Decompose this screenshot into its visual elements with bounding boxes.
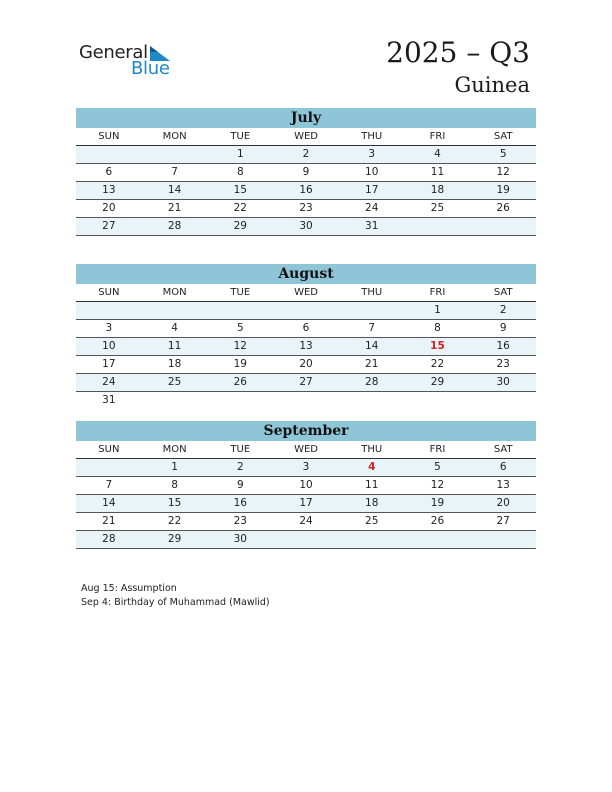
- day-cell: 12: [496, 166, 510, 178]
- week-row: [76, 146, 536, 164]
- weekday-label: SAT: [493, 444, 513, 455]
- day-cell: 2: [236, 461, 244, 473]
- month-title: August: [76, 264, 536, 284]
- week-row: [76, 182, 536, 200]
- day-cell: [339, 531, 405, 548]
- weekday-label: THU: [361, 287, 383, 298]
- day-cell: 13: [102, 184, 116, 196]
- holiday-notes: [81, 582, 270, 610]
- day-cell: 2: [499, 304, 507, 316]
- day-cell: [405, 218, 471, 235]
- holiday-note: Sep 4: Birthday of Muhammad (Mawlid): [81, 597, 270, 608]
- day-cell: 8: [434, 322, 441, 334]
- weekday-label: MON: [162, 131, 187, 142]
- week-row: [76, 338, 536, 356]
- day-cell: 10: [365, 166, 379, 178]
- day-cell: [405, 531, 471, 548]
- day-cell: 23: [233, 515, 247, 527]
- day-cell: 25: [167, 376, 182, 388]
- day-cell: [207, 302, 273, 319]
- day-cell: 8: [171, 479, 178, 491]
- weekday-header-row: [76, 128, 536, 146]
- day-cell: [142, 146, 208, 163]
- weekday-header-row: [76, 284, 536, 302]
- day-cell: [76, 146, 142, 163]
- day-cell: [76, 459, 142, 476]
- day-cell: 14: [102, 497, 116, 509]
- weekday-label: SUN: [98, 287, 120, 298]
- day-cell: 6: [302, 322, 310, 334]
- day-cell: 22: [167, 515, 182, 527]
- day-cell: [470, 392, 536, 409]
- holiday-day-cell: 15: [430, 340, 445, 352]
- weekday-label: SAT: [493, 287, 513, 298]
- day-cell: 6: [499, 461, 507, 473]
- day-cell: 28: [102, 533, 116, 545]
- day-cell: 3: [105, 322, 113, 334]
- day-cell: 5: [499, 148, 507, 160]
- day-cell: [273, 302, 339, 319]
- day-cell: 12: [430, 479, 445, 491]
- day-cell: [339, 392, 405, 409]
- day-cell: 25: [365, 515, 379, 527]
- day-cell: 29: [430, 376, 445, 388]
- week-row: [76, 200, 536, 218]
- country-name: Guinea: [454, 73, 530, 97]
- day-cell: 5: [434, 461, 441, 473]
- weekday-label: MON: [162, 287, 187, 298]
- day-cell: [142, 302, 208, 319]
- day-cell: 20: [102, 202, 116, 214]
- day-cell: 18: [430, 184, 445, 196]
- day-cell: 13: [496, 479, 510, 491]
- day-cell: 26: [430, 515, 445, 527]
- day-cell: 10: [299, 479, 313, 491]
- weekday-label: THU: [361, 131, 383, 142]
- day-cell: 9: [236, 479, 244, 491]
- day-cell: 17: [102, 358, 116, 370]
- day-cell: 5: [236, 322, 244, 334]
- day-cell: 6: [105, 166, 113, 178]
- day-cell: 20: [496, 497, 510, 509]
- logo-text-blue: Blue: [131, 58, 170, 79]
- day-cell: 24: [299, 515, 313, 527]
- day-cell: 30: [299, 220, 313, 232]
- day-cell: 21: [365, 358, 379, 370]
- week-row: [76, 459, 536, 477]
- day-cell: 4: [434, 148, 441, 160]
- month-block-july: [76, 108, 536, 236]
- day-cell: 27: [299, 376, 313, 388]
- day-cell: 31: [365, 220, 379, 232]
- page-title: 2025 – Q3: [386, 36, 530, 69]
- month-title: July: [76, 108, 536, 128]
- weekday-label: SUN: [98, 444, 120, 455]
- day-cell: 11: [430, 166, 445, 178]
- day-cell: [142, 392, 208, 409]
- day-cell: [76, 302, 142, 319]
- day-cell: 29: [167, 533, 182, 545]
- weekday-label: SUN: [98, 131, 120, 142]
- day-cell: 1: [434, 304, 441, 316]
- day-cell: 23: [299, 202, 313, 214]
- day-cell: 24: [102, 376, 116, 388]
- holiday-note: Aug 15: Assumption: [81, 583, 177, 594]
- week-row: [76, 513, 536, 531]
- day-cell: [470, 218, 536, 235]
- day-cell: 4: [171, 322, 178, 334]
- generalblue-logo: [79, 42, 179, 82]
- day-cell: [207, 392, 273, 409]
- day-cell: 19: [496, 184, 510, 196]
- day-cell: 16: [299, 184, 313, 196]
- weekday-label: WED: [294, 131, 318, 142]
- day-cell: 23: [496, 358, 510, 370]
- day-cell: 12: [233, 340, 247, 352]
- day-cell: 16: [233, 497, 247, 509]
- day-cell: [470, 531, 536, 548]
- weekday-label: FRI: [429, 444, 446, 455]
- week-row: [76, 320, 536, 338]
- week-row: [76, 477, 536, 495]
- day-cell: 13: [299, 340, 313, 352]
- day-cell: 24: [365, 202, 379, 214]
- day-cell: 9: [499, 322, 507, 334]
- week-row: [76, 374, 536, 392]
- logo-text-general: General: [79, 42, 148, 63]
- holiday-day-cell: 4: [368, 461, 376, 473]
- week-row: [76, 356, 536, 374]
- day-cell: 26: [233, 376, 247, 388]
- day-cell: 21: [102, 515, 116, 527]
- day-cell: 22: [430, 358, 445, 370]
- day-cell: 30: [496, 376, 510, 388]
- day-cell: 15: [167, 497, 182, 509]
- day-cell: 25: [430, 202, 445, 214]
- day-cell: 16: [496, 340, 510, 352]
- month-title: September: [76, 421, 536, 441]
- week-row: [76, 164, 536, 182]
- day-cell: [339, 302, 405, 319]
- day-cell: 30: [233, 533, 247, 545]
- month-block-august: [76, 264, 536, 409]
- weekday-label: FRI: [429, 287, 446, 298]
- day-cell: 28: [167, 220, 182, 232]
- weekday-label: MON: [162, 444, 187, 455]
- day-cell: 7: [368, 322, 376, 334]
- day-cell: 29: [233, 220, 247, 232]
- month-block-september: [76, 421, 536, 549]
- day-cell: 1: [171, 461, 178, 473]
- day-cell: 17: [365, 184, 379, 196]
- week-row: [76, 392, 536, 409]
- weekday-header-row: [76, 441, 536, 459]
- weekday-label: WED: [294, 287, 318, 298]
- day-cell: 22: [233, 202, 247, 214]
- day-cell: 7: [105, 479, 113, 491]
- day-cell: 17: [299, 497, 313, 509]
- day-cell: 20: [299, 358, 313, 370]
- day-cell: 3: [368, 148, 376, 160]
- weekday-label: FRI: [429, 131, 446, 142]
- day-cell: 19: [430, 497, 445, 509]
- day-cell: 8: [236, 166, 244, 178]
- day-cell: 11: [365, 479, 379, 491]
- weekday-label: SAT: [493, 131, 513, 142]
- weekday-label: WED: [294, 444, 318, 455]
- day-cell: 14: [365, 340, 379, 352]
- week-row: [76, 531, 536, 549]
- weekday-label: TUE: [230, 287, 251, 298]
- day-cell: 1: [236, 148, 244, 160]
- day-cell: 27: [496, 515, 510, 527]
- day-cell: 3: [302, 461, 310, 473]
- day-cell: 9: [302, 166, 310, 178]
- weekday-label: TUE: [230, 444, 251, 455]
- day-cell: 27: [102, 220, 116, 232]
- day-cell: 14: [167, 184, 182, 196]
- weekday-label: TUE: [230, 131, 251, 142]
- week-row: [76, 495, 536, 513]
- day-cell: 18: [365, 497, 379, 509]
- day-cell: 10: [102, 340, 116, 352]
- day-cell: [405, 392, 471, 409]
- day-cell: 15: [233, 184, 247, 196]
- day-cell: [273, 531, 339, 548]
- day-cell: 31: [102, 394, 116, 406]
- day-cell: 2: [302, 148, 310, 160]
- week-row: [76, 218, 536, 236]
- day-cell: 21: [167, 202, 182, 214]
- week-row: [76, 302, 536, 320]
- day-cell: 26: [496, 202, 510, 214]
- day-cell: [273, 392, 339, 409]
- day-cell: 28: [365, 376, 379, 388]
- day-cell: 7: [171, 166, 178, 178]
- day-cell: 18: [167, 358, 182, 370]
- day-cell: 19: [233, 358, 247, 370]
- day-cell: 11: [167, 340, 182, 352]
- weekday-label: THU: [361, 444, 383, 455]
